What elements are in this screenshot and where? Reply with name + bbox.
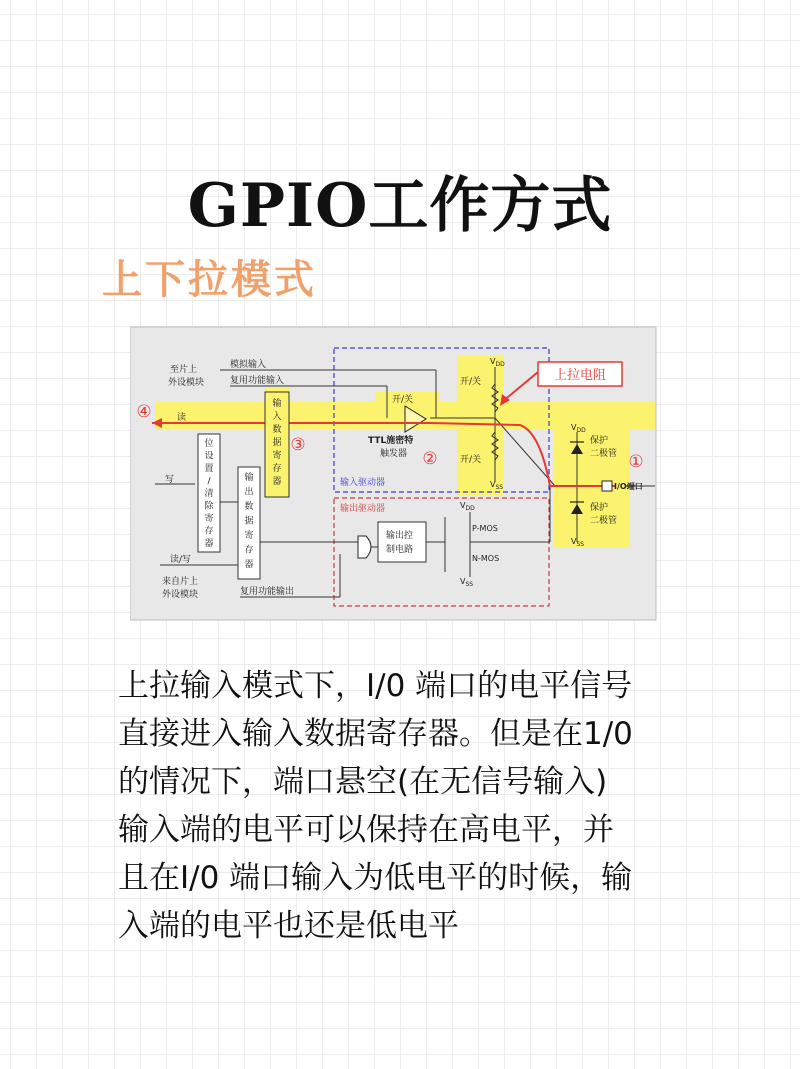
- alt-input-label: 复用功能输入: [230, 376, 285, 386]
- vdd-pmos-label: $V_{DD}$: [460, 501, 475, 512]
- output-driver-label: 输出驱动器: [340, 504, 386, 514]
- nmos-label: N-MOS: [472, 554, 500, 563]
- marker-4: ④: [136, 402, 152, 422]
- output-ctrl-label-2: 制电路: [386, 545, 414, 555]
- vdd-resistor-label: $V_{DD}$: [490, 357, 505, 368]
- io-pin-label: I/O端口: [614, 482, 643, 491]
- body-line-4: 输入端的电平可以保持在高电平，并: [118, 812, 614, 848]
- body-line-6: 入端的电平也还是低电平: [118, 908, 459, 944]
- from-chip-label-2: 外设模块: [162, 590, 199, 600]
- vss-diode-label: $V_{SS}$: [571, 537, 585, 548]
- read-write-label: 读/写: [170, 555, 192, 565]
- input-driver-label: 输入驱动器: [340, 478, 386, 488]
- switch-mid-label: 开/关: [460, 377, 482, 387]
- bsrr-label: 位设置/清除寄存器: [204, 439, 214, 549]
- switch-bottom-label: 开/关: [460, 455, 482, 465]
- to-chip-label-1: 至片上: [170, 365, 198, 375]
- pull-up-callout: 上拉电阻: [553, 368, 607, 383]
- switch-top-label: 开/关: [392, 395, 414, 405]
- vss-nmos-label: $V_{SS}$: [460, 577, 474, 588]
- body-line-2: 直接进入输入数据寄存器。但是在1/0: [118, 716, 633, 752]
- output-register-label: 输出数据寄存器: [244, 473, 254, 570]
- diode-top-label-2: 二极管: [590, 449, 618, 459]
- vss-resistor-label: $V_{SS}$: [490, 480, 504, 491]
- read-label: 读: [177, 413, 187, 423]
- output-mux-gate: [358, 536, 371, 558]
- output-control-box: [378, 522, 426, 562]
- diode-bottom-label-1: 保护: [590, 503, 609, 513]
- io-pin-square: [602, 481, 612, 491]
- description-text: [118, 662, 698, 950]
- analog-input-label: 模拟输入: [230, 360, 267, 370]
- diode-top-label-1: 保护: [590, 436, 609, 446]
- alt-output-label: 复用功能输出: [240, 587, 295, 597]
- schmitt-label-1: TTL施密特: [368, 436, 414, 446]
- section-subtitle: 上下拉模式: [102, 256, 317, 303]
- body-line-1: 上拉输入模式下，I/0 端口的电平信号: [118, 668, 633, 704]
- marker-1: ①: [628, 452, 644, 472]
- input-register-label: 输入数据寄存器: [272, 399, 282, 487]
- marker-3: ③: [290, 435, 306, 455]
- body-line-3: 的情况下，端口悬空(在无信号输入): [118, 764, 608, 800]
- page-title: GPIO工作方式: [187, 171, 613, 241]
- vdd-diode-label: $V_{DD}$: [571, 423, 586, 434]
- write-label: 写: [165, 475, 175, 485]
- diode-bottom-label-2: 二极管: [590, 516, 618, 526]
- output-ctrl-label-1: 输出控: [386, 531, 414, 541]
- pmos-label: P-MOS: [472, 524, 498, 533]
- body-line-5: 且在I/0 端口输入为低电平的时候，输: [118, 860, 633, 896]
- from-chip-label-1: 来自片上: [162, 577, 199, 587]
- to-chip-label-2: 外设模块: [168, 378, 205, 388]
- schmitt-label-2: 触发器: [380, 449, 408, 459]
- gpio-circuit-diagram: [130, 322, 670, 622]
- marker-2: ②: [422, 449, 438, 469]
